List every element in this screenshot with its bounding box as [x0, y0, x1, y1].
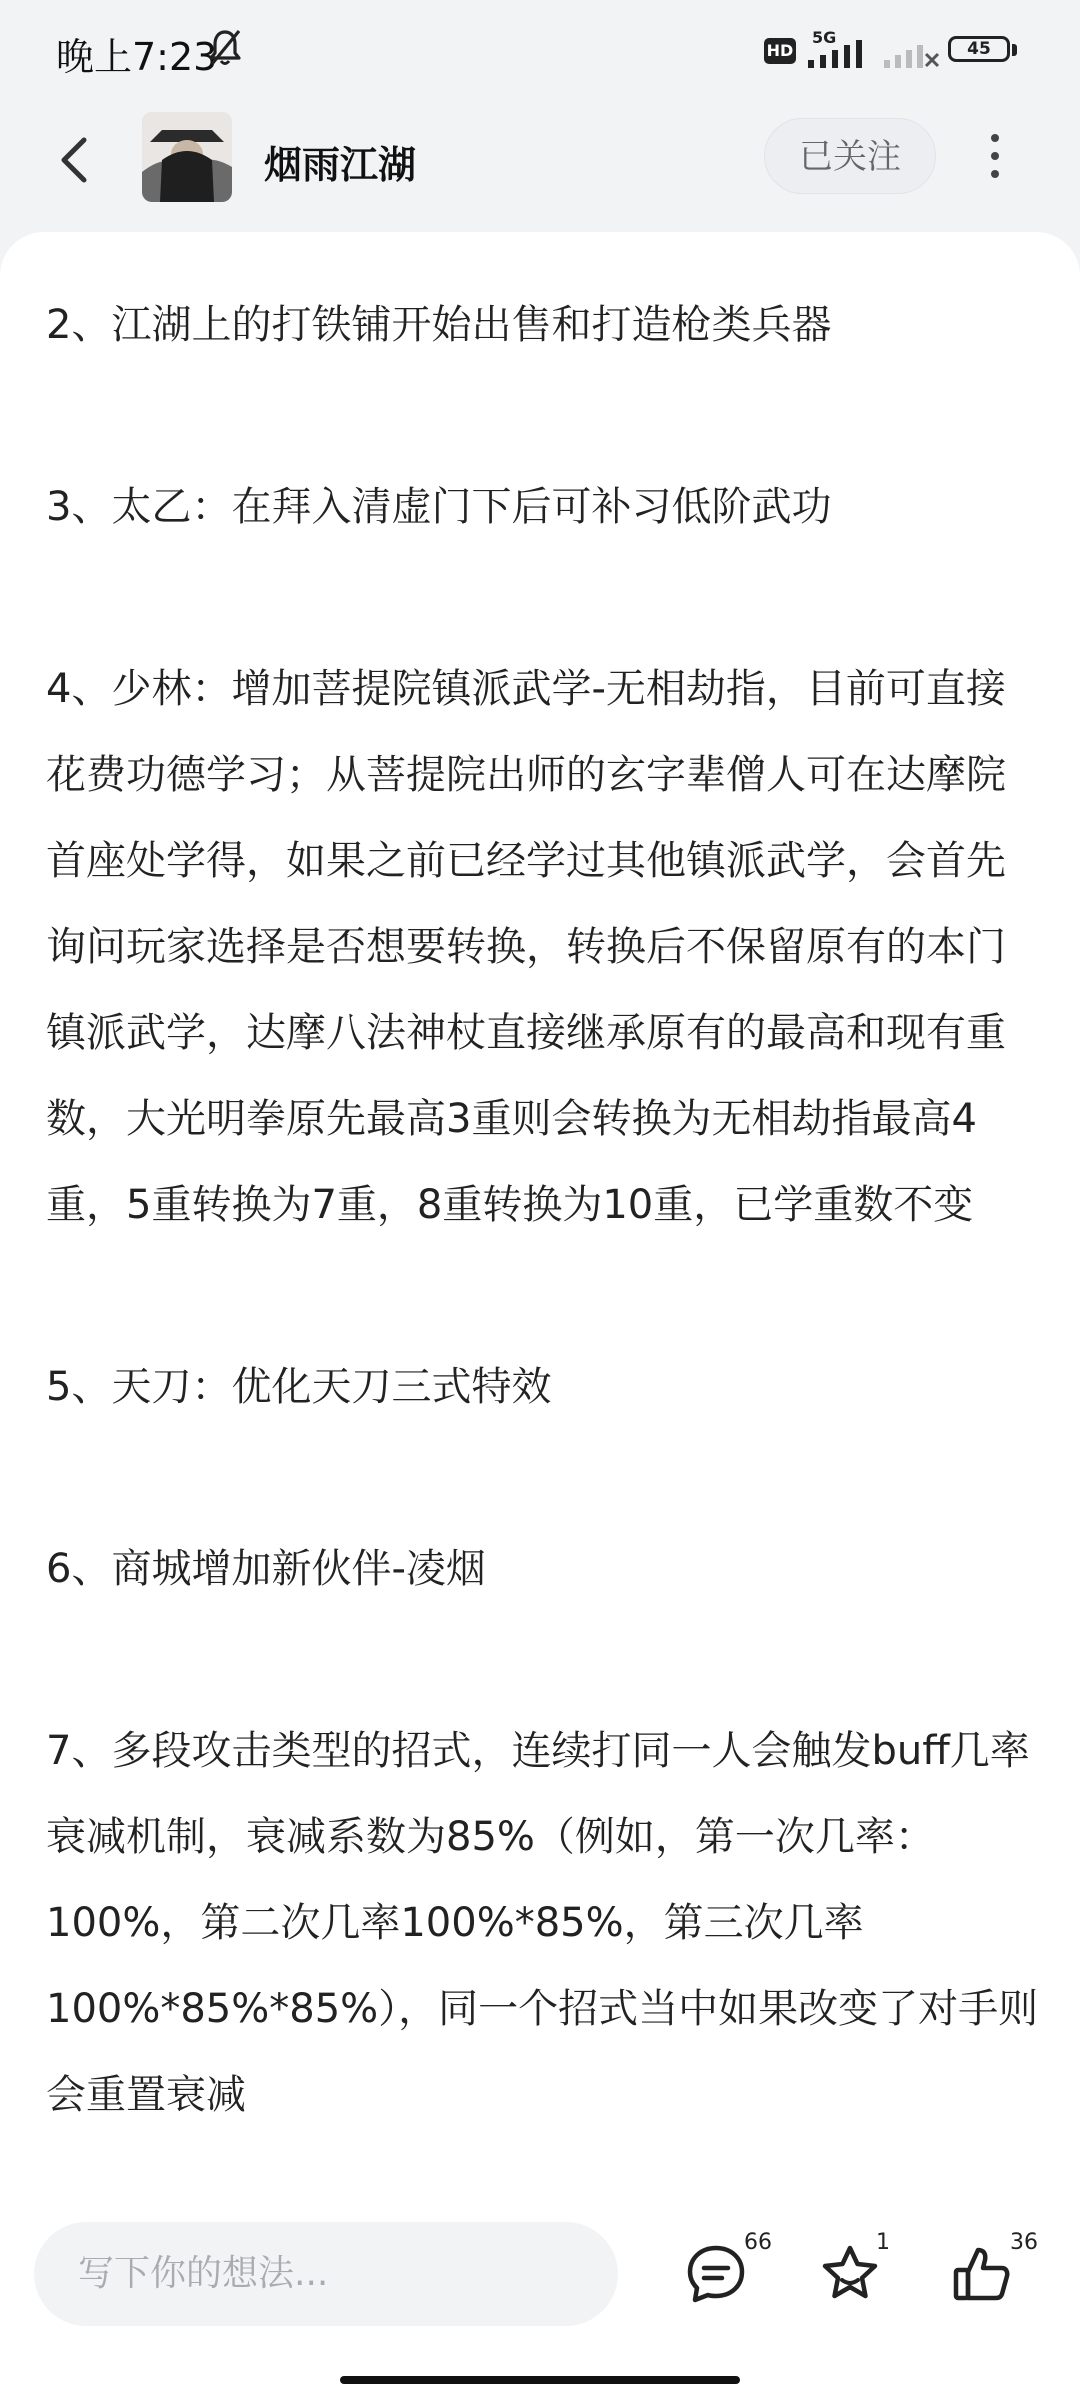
channel-title[interactable]: 烟雨江湖 [264, 143, 417, 187]
chevron-left-icon [52, 130, 102, 190]
favorite-count: 1 [876, 2230, 890, 2255]
like-count: 36 [1010, 2230, 1038, 2255]
paragraph: 4、少林：增加菩提院镇派武学-无相劫指，目前可直接花费功德学习；从菩提院出师的玄字辈僧人可在达摩院首座处学得，如果之前已经学过其他镇派武学，会首先询问玩家选择是否想要转换，转换后不保留原有的本门镇派武学，达摩八法神杖直接继承原有的最高和现有重数，大光明拳原先最高3重则会转换为无相劫指最高4重，5重转换为7重，8重转换为10重，已学重数不变 [46, 666, 1006, 1228]
favorite-button[interactable] [818, 2242, 882, 2306]
home-indicator[interactable] [340, 2376, 740, 2384]
network-type: 5G [812, 28, 837, 47]
status-bar [0, 0, 1080, 100]
paragraph: 7、多段攻击类型的招式，连续打同一人会触发buff几率衰减机制，衰减系数为85%（例如，第一次几率：100%，第二次几率100%*85%，第三次几率100%*85%*85%），同一个招式当中如果改变了对手则会重置衰减 [46, 1728, 1039, 2118]
more-options-button[interactable] [985, 134, 1005, 182]
signal-icon [806, 40, 876, 74]
thumbs-up-icon [950, 2242, 1014, 2306]
bell-muted-icon [208, 28, 242, 72]
comment-icon [684, 2242, 748, 2306]
channel-avatar[interactable] [142, 112, 232, 202]
comment-input[interactable]: 写下你的想法... [34, 2222, 618, 2326]
comment-button[interactable] [684, 2242, 748, 2306]
bottom-action-bar [0, 2192, 1080, 2400]
article-body [46, 282, 1041, 2192]
comment-count: 66 [744, 2230, 772, 2255]
battery-icon [948, 36, 1010, 62]
dot-icon [991, 134, 999, 142]
dot-icon [991, 152, 999, 160]
back-button[interactable] [52, 130, 102, 190]
paragraph: 2、江湖上的打铁铺开始出售和打造枪类兵器 [46, 302, 832, 348]
battery-level: 45 [967, 39, 991, 59]
channel-header [0, 100, 1080, 230]
dot-icon [991, 170, 999, 178]
signal-2-icon [882, 40, 942, 74]
hd-voice-icon: HD [764, 38, 796, 64]
paragraph: 6、商城增加新伙伴-凌烟 [46, 1546, 486, 1592]
paragraph: 3、太乙：在拜入清虚门下后可补习低阶武功 [46, 484, 832, 530]
star-icon [818, 2242, 882, 2306]
following-button[interactable]: 已关注 [764, 118, 936, 194]
battery-tip [1012, 44, 1017, 56]
status-time: 晚上7:23 [56, 35, 218, 79]
like-button[interactable] [950, 2242, 1014, 2306]
paragraph: 5、天刀：优化天刀三式特效 [46, 1364, 552, 1410]
post-content [0, 232, 1080, 2192]
